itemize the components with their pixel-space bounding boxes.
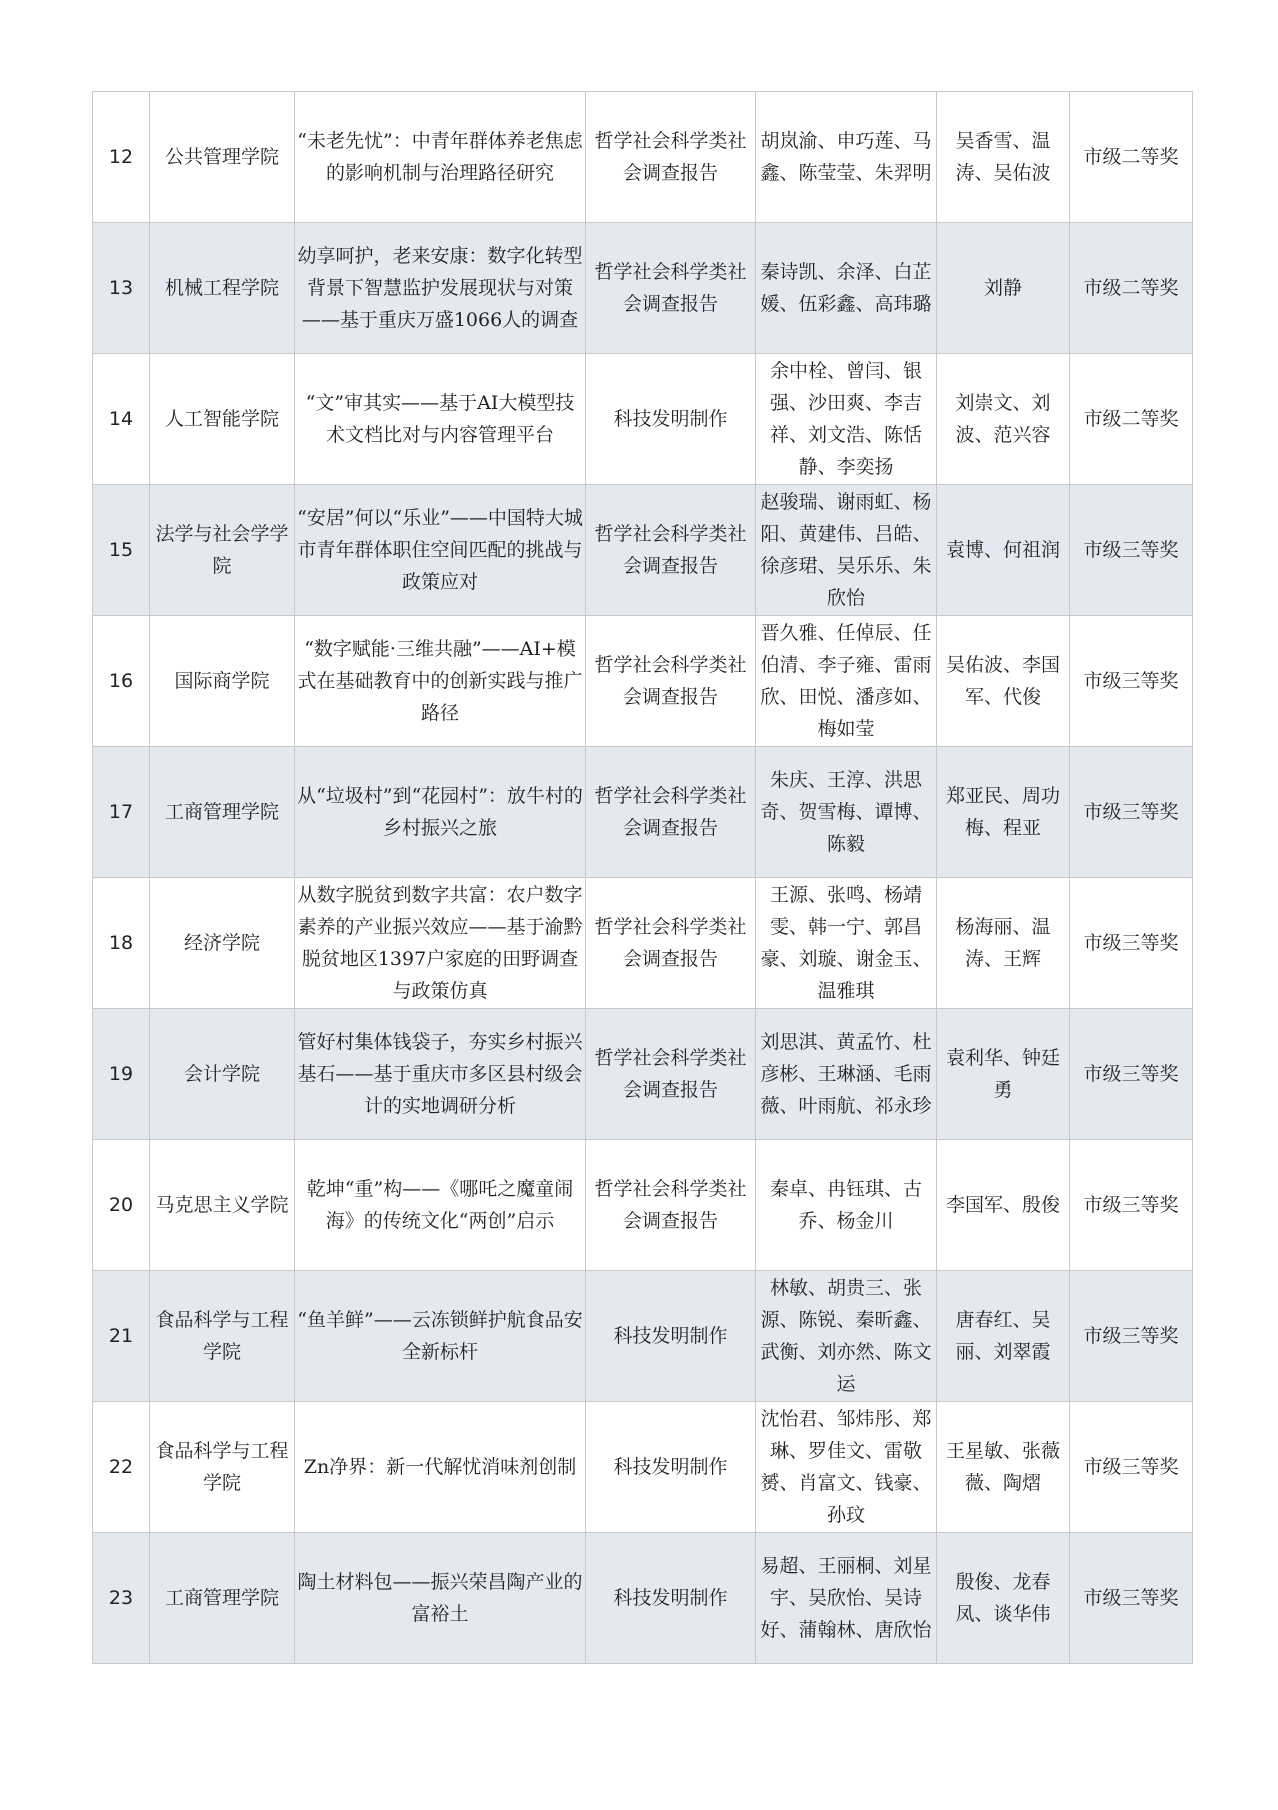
college-cell: 工商管理学院 <box>150 1533 295 1664</box>
members-cell: 晋久雅、任倬辰、任伯清、李子雍、雷雨欣、田悦、潘彦如、梅如莹 <box>756 616 937 747</box>
category-cell: 哲学社会科学类社会调查报告 <box>586 616 756 747</box>
table-body <box>93 92 1193 1664</box>
row-number: 20 <box>93 1140 150 1271</box>
table-row <box>93 1533 1193 1664</box>
project-title-cell: 管好村集体钱袋子，夯实乡村振兴基石——基于重庆市多区县村级会计的实地调研分析 <box>295 1009 586 1140</box>
table-row <box>93 223 1193 354</box>
members-cell: 刘思淇、黄孟竹、杜彦彬、王琳涵、毛雨薇、叶雨航、祁永珍 <box>756 1009 937 1140</box>
members-cell: 林敏、胡贵三、张源、陈锐、秦昕鑫、武衡、刘亦然、陈文运 <box>756 1271 937 1402</box>
members-cell: 王源、张鸣、杨靖雯、韩一宁、郭昌豪、刘璇、谢金玉、温雅琪 <box>756 878 937 1009</box>
college-cell: 国际商学院 <box>150 616 295 747</box>
project-title-cell: “未老先忧”：中青年群体养老焦虑的影响机制与治理路径研究 <box>295 92 586 223</box>
project-title-cell: 从数字脱贫到数字共富：农户数字素养的产业振兴效应——基于渝黔脱贫地区1397户家庭的田野调查与政策仿真 <box>295 878 586 1009</box>
award-cell: 市级三等奖 <box>1070 747 1193 878</box>
table-row <box>93 616 1193 747</box>
category-cell: 哲学社会科学类社会调查报告 <box>586 1009 756 1140</box>
table-row <box>93 354 1193 485</box>
category-cell: 科技发明制作 <box>586 1533 756 1664</box>
advisors-cell: 袁博、何祖润 <box>937 485 1070 616</box>
members-cell: 沈怡君、邹炜彤、郑琳、罗佳文、雷敬赟、肖富文、钱豪、孙玟 <box>756 1402 937 1533</box>
row-number: 19 <box>93 1009 150 1140</box>
row-number: 15 <box>93 485 150 616</box>
row-number: 17 <box>93 747 150 878</box>
table-row <box>93 1402 1193 1533</box>
award-cell: 市级二等奖 <box>1070 354 1193 485</box>
advisors-cell: 吴香雪、温涛、吴佑波 <box>937 92 1070 223</box>
members-cell: 朱庆、王淳、洪思奇、贺雪梅、谭博、陈毅 <box>756 747 937 878</box>
awards-table <box>92 91 1193 1664</box>
row-number: 12 <box>93 92 150 223</box>
advisors-cell: 李国军、殷俊 <box>937 1140 1070 1271</box>
award-cell: 市级三等奖 <box>1070 1402 1193 1533</box>
row-number: 23 <box>93 1533 150 1664</box>
award-cell: 市级三等奖 <box>1070 1009 1193 1140</box>
category-cell: 哲学社会科学类社会调查报告 <box>586 878 756 1009</box>
project-title-cell: 从“垃圾村”到“花园村”：放牛村的乡村振兴之旅 <box>295 747 586 878</box>
project-title-cell: 乾坤“重”构——《哪吒之魔童闹海》的传统文化“两创”启示 <box>295 1140 586 1271</box>
table-row <box>93 1140 1193 1271</box>
category-cell: 哲学社会科学类社会调查报告 <box>586 747 756 878</box>
category-cell: 科技发明制作 <box>586 354 756 485</box>
category-cell: 哲学社会科学类社会调查报告 <box>586 1140 756 1271</box>
category-cell: 科技发明制作 <box>586 1402 756 1533</box>
project-title-cell: “数字赋能·三维共融”——AI+模式在基础教育中的创新实践与推广路径 <box>295 616 586 747</box>
advisors-cell: 袁利华、钟廷勇 <box>937 1009 1070 1140</box>
row-number: 13 <box>93 223 150 354</box>
college-cell: 人工智能学院 <box>150 354 295 485</box>
members-cell: 余中栓、曾闫、银强、沙田爽、李吉祥、刘文浩、陈恬静、李奕扬 <box>756 354 937 485</box>
row-number: 16 <box>93 616 150 747</box>
college-cell: 经济学院 <box>150 878 295 1009</box>
table-row <box>93 92 1193 223</box>
category-cell: 科技发明制作 <box>586 1271 756 1402</box>
award-cell: 市级三等奖 <box>1070 1533 1193 1664</box>
award-cell: 市级三等奖 <box>1070 485 1193 616</box>
members-cell: 秦诗凯、余泽、白芷媛、伍彩鑫、高玮璐 <box>756 223 937 354</box>
table-row <box>93 878 1193 1009</box>
award-cell: 市级三等奖 <box>1070 1271 1193 1402</box>
members-cell: 易超、王丽桐、刘星宇、吴欣怡、吴诗好、蒲翰林、唐欣怡 <box>756 1533 937 1664</box>
table-row <box>93 1271 1193 1402</box>
advisors-cell: 殷俊、龙春凤、谈华伟 <box>937 1533 1070 1664</box>
project-title-cell: “安居”何以“乐业”——中国特大城市青年群体职住空间匹配的挑战与政策应对 <box>295 485 586 616</box>
college-cell: 食品科学与工程学院 <box>150 1271 295 1402</box>
award-cell: 市级二等奖 <box>1070 92 1193 223</box>
table-row <box>93 1009 1193 1140</box>
award-cell: 市级二等奖 <box>1070 223 1193 354</box>
college-cell: 马克思主义学院 <box>150 1140 295 1271</box>
row-number: 21 <box>93 1271 150 1402</box>
row-number: 22 <box>93 1402 150 1533</box>
project-title-cell: Zn净界：新一代解忧消味剂创制 <box>295 1402 586 1533</box>
advisors-cell: 刘静 <box>937 223 1070 354</box>
college-cell: 机械工程学院 <box>150 223 295 354</box>
category-cell: 哲学社会科学类社会调查报告 <box>586 223 756 354</box>
members-cell: 秦卓、冉钰琪、古乔、杨金川 <box>756 1140 937 1271</box>
advisors-cell: 杨海丽、温涛、王辉 <box>937 878 1070 1009</box>
members-cell: 胡岚渝、申巧莲、马鑫、陈莹莹、朱羿明 <box>756 92 937 223</box>
advisors-cell: 王星敏、张薇薇、陶熠 <box>937 1402 1070 1533</box>
category-cell: 哲学社会科学类社会调查报告 <box>586 92 756 223</box>
college-cell: 会计学院 <box>150 1009 295 1140</box>
advisors-cell: 唐春红、吴丽、刘翠霞 <box>937 1271 1070 1402</box>
advisors-cell: 刘崇文、刘波、范兴容 <box>937 354 1070 485</box>
members-cell: 赵骏瑞、谢雨虹、杨阳、黄建伟、吕皓、徐彦珺、吴乐乐、朱欣怡 <box>756 485 937 616</box>
category-cell: 哲学社会科学类社会调查报告 <box>586 485 756 616</box>
project-title-cell: “鱼羊鲜”——云冻锁鲜护航食品安全新标杆 <box>295 1271 586 1402</box>
college-cell: 食品科学与工程学院 <box>150 1402 295 1533</box>
award-cell: 市级三等奖 <box>1070 616 1193 747</box>
row-number: 18 <box>93 878 150 1009</box>
row-number: 14 <box>93 354 150 485</box>
college-cell: 工商管理学院 <box>150 747 295 878</box>
award-cell: 市级三等奖 <box>1070 878 1193 1009</box>
college-cell: 法学与社会学学院 <box>150 485 295 616</box>
project-title-cell: 幼享呵护，老来安康：数字化转型背景下智慧监护发展现状与对策——基于重庆万盛1066人的调查 <box>295 223 586 354</box>
table-row <box>93 747 1193 878</box>
project-title-cell: 陶土材料包——振兴荣昌陶产业的富裕土 <box>295 1533 586 1664</box>
advisors-cell: 吴佑波、李国军、代俊 <box>937 616 1070 747</box>
award-cell: 市级三等奖 <box>1070 1140 1193 1271</box>
project-title-cell: “文”审其实——基于AI大模型技术文档比对与内容管理平台 <box>295 354 586 485</box>
college-cell: 公共管理学院 <box>150 92 295 223</box>
table-row <box>93 485 1193 616</box>
advisors-cell: 郑亚民、周功梅、程亚 <box>937 747 1070 878</box>
